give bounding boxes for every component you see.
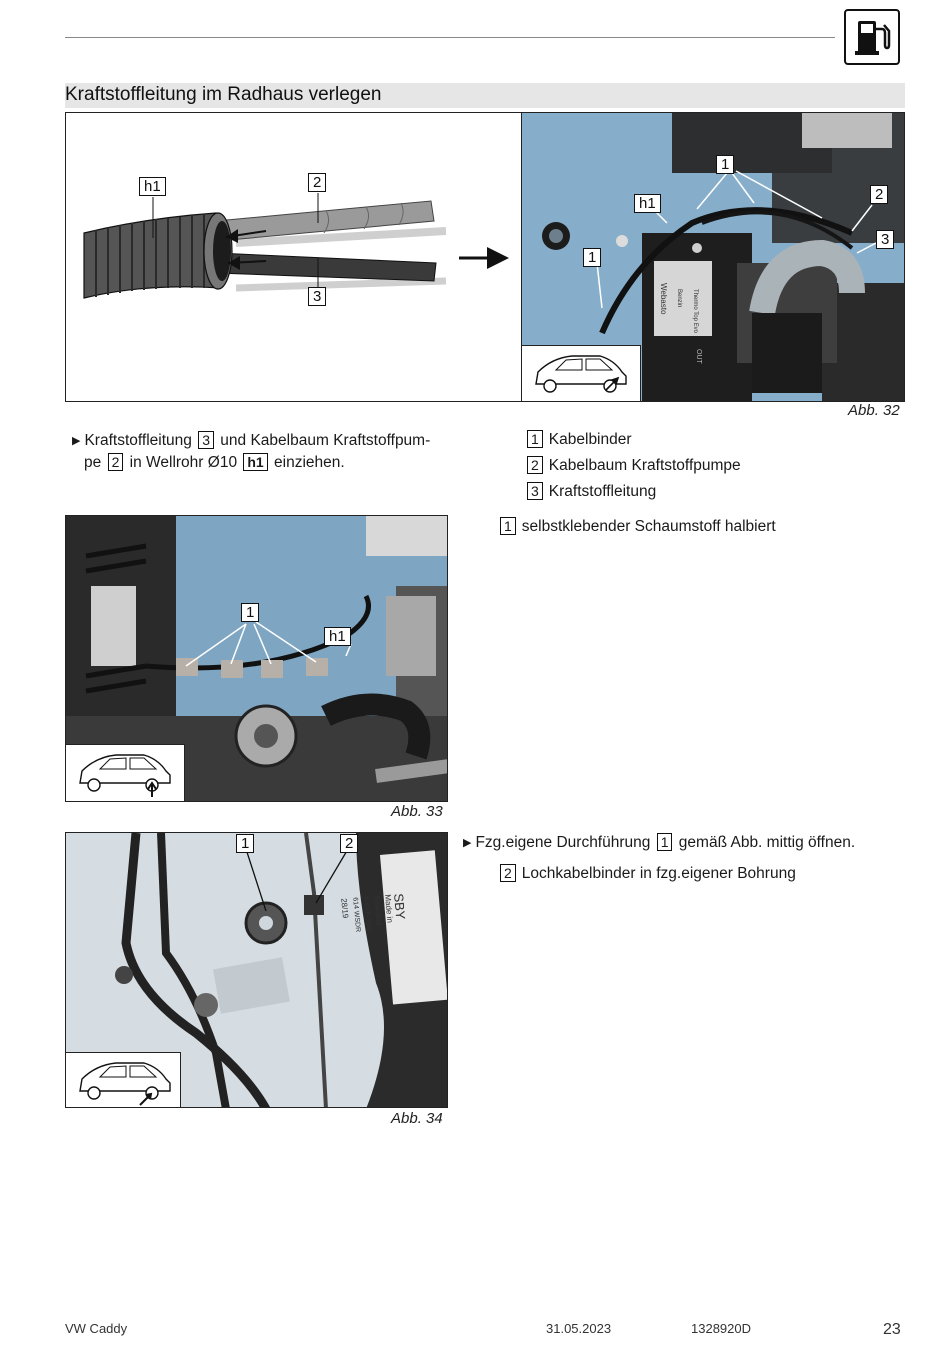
fig32-drawing-label-h1: h1 xyxy=(139,177,166,196)
fig34-caption: Abb. 34 xyxy=(391,1110,443,1127)
step1-text-a: Kraftstoffleitung xyxy=(84,432,197,449)
footer-page-number: 23 xyxy=(883,1321,901,1338)
step1-text-d: in Wellrohr Ø10 xyxy=(125,454,242,471)
fig32-drawing xyxy=(65,112,450,402)
fig34-photo xyxy=(65,832,448,1108)
step1-text-b: und Kabelbaum Kraftstoffpum- xyxy=(216,432,431,449)
car-side-icon xyxy=(66,1053,181,1108)
bullet-triangle-icon: ▶ xyxy=(463,837,472,849)
car-view-inset-33 xyxy=(66,744,185,801)
fig32-photo-brand: Webasto xyxy=(659,283,668,315)
step2-text-a: Fzg.eigene Durchführung xyxy=(475,834,655,851)
footer-date: 31.05.2023 xyxy=(546,1321,612,1336)
legend32-num-1: 1 xyxy=(527,430,543,448)
step2-text-b: gemäß Abb. mittig öffnen. xyxy=(674,834,856,851)
legend32-item-2 xyxy=(527,456,741,476)
fig34-label-2: 2 xyxy=(340,834,358,853)
fig34-sticker-line-2: Made in Slovakia xyxy=(372,894,395,926)
legend34-label-2: Lochkabelbinder in fzg.eigener Bohrung xyxy=(521,865,796,882)
fig34-sticker-text xyxy=(338,893,407,942)
fig34-sticker-line-4: 28/19 xyxy=(339,897,350,919)
step1-instruction xyxy=(72,430,452,473)
fig32-photo-label-h1: h1 xyxy=(634,194,661,213)
fig33-label-1: 1 xyxy=(241,603,259,622)
legend32-label-1: Kabelbinder xyxy=(548,431,632,448)
legend34-item-2 xyxy=(500,864,796,884)
footer-vehicle: VW Caddy xyxy=(65,1321,128,1336)
fig32-photo-label-3: 3 xyxy=(876,230,894,249)
legend32-label-3: Kraftstoffleitung xyxy=(548,483,657,500)
fig32-caption: Abb. 32 xyxy=(848,402,900,419)
legend32-label-2: Kabelbaum Kraftstoffpumpe xyxy=(548,457,741,474)
legend33-label-1: selbstklebender Schaumstoff halbiert xyxy=(521,518,776,535)
fig32-photo-label-2: 2 xyxy=(870,185,888,204)
fig32-drawing-label-2: 2 xyxy=(308,173,326,192)
legend32-item-1 xyxy=(527,430,632,450)
fig34-sticker-line-3: KMSB 5B0 614 WSDR xyxy=(351,896,373,933)
footer-doc-number: 1328920D xyxy=(691,1321,751,1336)
fig34-sticker-line-1: SBY xyxy=(391,892,409,921)
car-view-inset xyxy=(522,345,641,401)
fig33-label-h1: h1 xyxy=(324,627,351,646)
fig32-photo-label-1b: 1 xyxy=(583,248,601,267)
step1-text-e: einziehen. xyxy=(269,454,345,471)
fig32-photo-label-1a: 1 xyxy=(716,155,734,174)
step1-ref-3: 3 xyxy=(198,431,214,449)
legend32-item-3 xyxy=(527,482,656,502)
legend33-num-1: 1 xyxy=(500,517,516,535)
fig32-drawing-label-3: 3 xyxy=(308,287,326,306)
car-side-icon xyxy=(522,346,641,402)
legend33-item-1 xyxy=(500,517,776,537)
fig32-arrow-panel xyxy=(449,112,521,402)
car-side-icon xyxy=(66,745,185,802)
car-view-inset-34 xyxy=(66,1052,181,1107)
fig32-photo-fuel-label: Benzin xyxy=(676,289,682,308)
fig32-photo-model: Thermo Top Evo xyxy=(692,289,698,333)
fig32-photo xyxy=(521,112,905,402)
legend32-num-2: 2 xyxy=(527,456,543,474)
step1-text-c: pe xyxy=(84,454,106,471)
step1-ref-2: 2 xyxy=(108,453,124,471)
bullet-triangle-icon: ▶ xyxy=(72,435,81,447)
header-rule xyxy=(65,37,835,38)
legend34-num-2: 2 xyxy=(500,864,516,882)
step2-ref-1: 1 xyxy=(657,833,673,851)
section-title: Kraftstoffleitung im Radhaus verlegen xyxy=(65,84,382,105)
legend32-num-3: 3 xyxy=(527,482,543,500)
fig34-label-1: 1 xyxy=(236,834,254,853)
step2-instruction xyxy=(463,832,903,854)
fig33-caption: Abb. 33 xyxy=(391,803,443,820)
fuel-pump-icon xyxy=(844,9,900,65)
step1-ref-h1: h1 xyxy=(243,453,267,471)
fig32-photo-out-label: OUT xyxy=(695,349,702,364)
fig33-photo xyxy=(65,515,448,802)
right-arrow-icon xyxy=(449,113,521,402)
